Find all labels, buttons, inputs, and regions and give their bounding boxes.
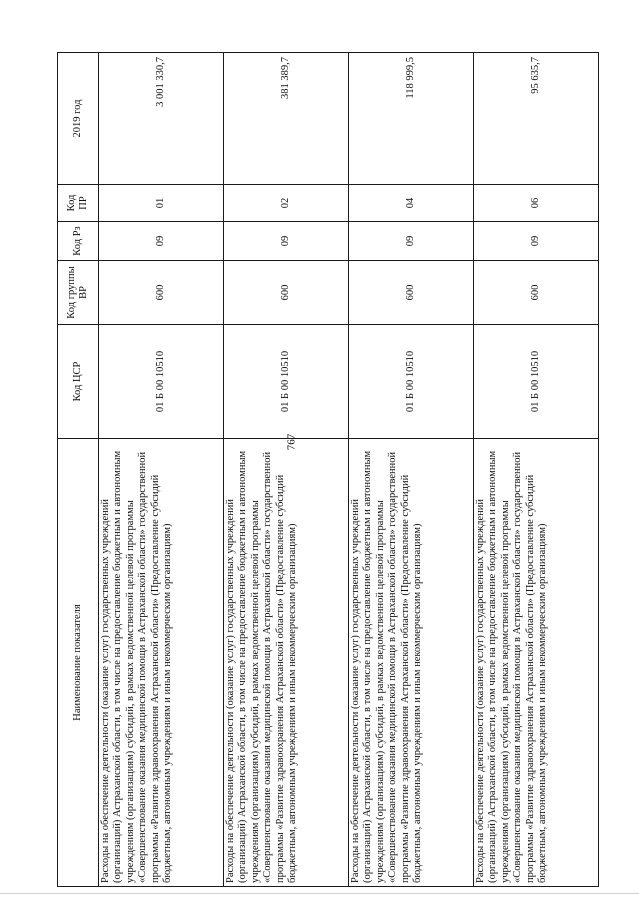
header-name: Наименование показателя bbox=[58, 439, 99, 887]
header-rz: Код Рз bbox=[58, 222, 99, 261]
row-rz: 09 bbox=[474, 222, 599, 261]
row-pr: 04 bbox=[349, 185, 474, 222]
header-year: 2019 год bbox=[58, 53, 99, 185]
row-rz: 09 bbox=[349, 222, 474, 261]
row-csr: 01 Б 00 10510 bbox=[224, 325, 349, 439]
page-number: 767 bbox=[285, 433, 298, 451]
row-rz: 09 bbox=[99, 222, 224, 261]
rotated-table-container bbox=[57, 53, 599, 887]
row-pr: 02 bbox=[224, 185, 349, 222]
row-name: Расходы на обеспечение деятельности (оказание услуг) государственных учреждений (организаций) Астраханской области, в том числе на предоставление бюджетным и автономным учреждениям (организациям) субсидий, в рамках ведомственной целевой программы «Совершенствование оказания медицинской помощи в Астраханской области» государственной программы «Развитие здравоохранения Астраханской области» (Предоставление субсидий бюджетным, автономным учреждениям и иным некоммерческим организациям) bbox=[349, 439, 474, 887]
scan-edge-line bbox=[0, 893, 639, 894]
table-row bbox=[474, 53, 599, 887]
row-vr: 600 bbox=[474, 261, 599, 325]
header-csr: Код ЦСР bbox=[58, 325, 99, 439]
row-amount: 3 001 330,7 bbox=[99, 53, 224, 185]
budget-table bbox=[57, 52, 599, 887]
row-vr: 600 bbox=[224, 261, 349, 325]
table-row bbox=[349, 53, 474, 887]
table-row bbox=[99, 53, 224, 887]
row-amount: 118 999,5 bbox=[349, 53, 474, 185]
row-name: Расходы на обеспечение деятельности (оказание услуг) государственных учреждений (организаций) Астраханской области, в том числе на предоставление бюджетным и автономным учреждениям (организациям) субсидий, в рамках ведомственной целевой программы «Совершенствование оказания медицинской помощи в Астраханской области» государственной программы «Развитие здравоохранения Астраханской области» (Предоставление субсидий бюджетным, автономным учреждениям и иным некоммерческим организациям) bbox=[99, 439, 224, 887]
header-vr: Код группы ВР bbox=[58, 261, 99, 325]
row-csr: 01 Б 00 10510 bbox=[474, 325, 599, 439]
row-vr: 600 bbox=[99, 261, 224, 325]
row-vr: 600 bbox=[349, 261, 474, 325]
row-csr: 01 Б 00 10510 bbox=[349, 325, 474, 439]
header-row bbox=[58, 53, 99, 887]
table-row bbox=[224, 53, 349, 887]
row-amount: 95 635,7 bbox=[474, 53, 599, 185]
header-pr: Код ПР bbox=[58, 185, 99, 222]
row-pr: 01 bbox=[99, 185, 224, 222]
row-pr: 06 bbox=[474, 185, 599, 222]
row-name: Расходы на обеспечение деятельности (оказание услуг) государственных учреждений (организаций) Астраханской области, в том числе на предоставление бюджетным и автономным учреждениям (организациям) субсидий, в рамках ведомственной целевой программы «Совершенствование оказания медицинской помощи в Астраханской области» государственной программы «Развитие здравоохранения Астраханской области» (Предоставление субсидий бюджетным, автономным учреждениям и иным некоммерческим организациям) bbox=[224, 439, 349, 887]
row-csr: 01 Б 00 10510 bbox=[99, 325, 224, 439]
row-rz: 09 bbox=[224, 222, 349, 261]
row-name: Расходы на обеспечение деятельности (оказание услуг) государственных учреждений (организаций) Астраханской области, в том числе на предоставление бюджетным и автономным учреждениям (организациям) субсидий, в рамках ведомственной целевой программы «Совершенствование оказания медицинской помощи в Астраханской области» государственной программы «Развитие здравоохранения Астраханской области» (Предоставление субсидий бюджетным, автономным учреждениям и иным некоммерческим организациям) bbox=[474, 439, 599, 887]
row-amount: 381 389,7 bbox=[224, 53, 349, 185]
